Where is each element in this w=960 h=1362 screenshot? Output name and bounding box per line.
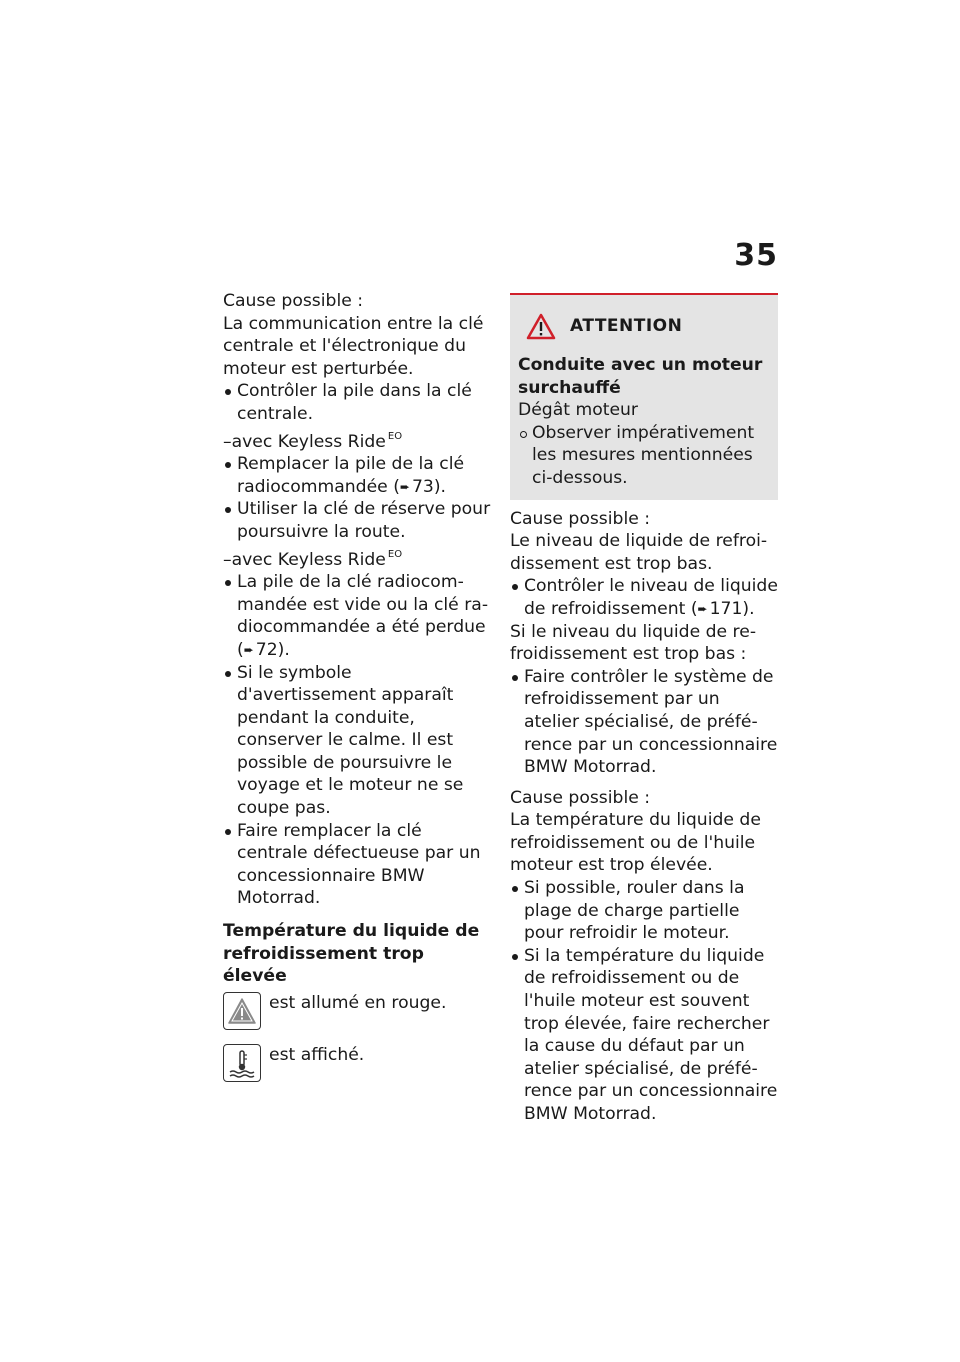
- warning-subtitle: Conduite avec un moteur surchauffé: [518, 355, 763, 398]
- page-number: 35: [734, 238, 778, 273]
- warning-triangle-icon: [223, 992, 261, 1030]
- list-item: Si la température du liquide de refroidissement ou de l'huile moteur est souvent trop élevée, faire rechercher la cause du défaut par un atelier spécialisé, de préférence par un concessionnaire BMW Motorrad.: [510, 945, 778, 1126]
- indicator-row: [223, 1044, 491, 1082]
- option-sup: EO: [387, 548, 403, 560]
- cause-text: Le niveau de liquide de refroidissement est trop bas.: [510, 531, 768, 574]
- list-item: Si possible, rouler dans la plage de charge partielle pour refroidir le moteur.: [510, 877, 778, 945]
- cause-label: Cause possible :: [510, 787, 651, 808]
- condition-label: –avec Keyless Ride: [223, 549, 386, 570]
- page-reference[interactable]: 72).: [255, 639, 290, 660]
- item-text: Remplacer la pile de la clé radiocommandée (: [237, 454, 465, 497]
- reference-arrow-icon: ➨: [243, 642, 254, 657]
- coolant-temperature-icon: [223, 1044, 261, 1082]
- list-item: [510, 575, 778, 620]
- condition-label: –avec Keyless Ride: [223, 431, 386, 452]
- page-reference[interactable]: 73).: [411, 476, 447, 497]
- right-column: [510, 293, 778, 1126]
- warning-box: [510, 293, 778, 500]
- indicator-row: [223, 992, 491, 1030]
- warning-bullet: Observer impérativement les mesures mentionnées ci-dessous.: [518, 422, 770, 490]
- warning-text: Dégât moteur: [518, 400, 638, 421]
- cause-label: Cause possible :: [510, 508, 651, 529]
- list-item: Si le symbole d'avertissement apparaît pendant la conduite, conserver le calme. Il est possible de poursuivre le voyage et le moteur ne se coupe pas.: [223, 662, 491, 820]
- condition-keyless: [223, 544, 491, 572]
- condition-text: Si le niveau du liquide de refroidissement est trop bas :: [510, 621, 757, 665]
- condition-keyless: [223, 426, 491, 454]
- cause-text: La communication entre la clé centrale et l'électronique du moteur est perturbée.: [223, 313, 484, 379]
- warning-header: [526, 313, 770, 340]
- item-text: Contrôler le niveau de liquide de refroidissement (: [524, 576, 778, 619]
- cause-label: Cause possible :: [223, 291, 364, 311]
- list-item: Utiliser la clé de réserve pour poursuivre la route.: [223, 498, 491, 543]
- list-item: Contrôler la pile dans la clé centrale.: [223, 380, 491, 425]
- list-item: [223, 571, 491, 661]
- warning-triangle-icon: [526, 313, 556, 340]
- option-sup: EO: [387, 430, 403, 442]
- left-column: [223, 290, 491, 1082]
- indicator-text: est allumé en rouge.: [269, 992, 447, 1013]
- item-text: La pile de la clé radiocommandée est vide ou la clé radiocommandée a été perdue (: [237, 572, 489, 660]
- page-reference[interactable]: 171).: [709, 598, 755, 619]
- list-item: Faire contrôler le système de refroidissement par un atelier spécialisé, de préférence par un concessionnaire BMW Motorrad.: [510, 666, 778, 779]
- list-item: [223, 453, 491, 498]
- indicator-text: est affiché.: [269, 1044, 365, 1065]
- reference-arrow-icon: ➨: [399, 479, 410, 494]
- reference-arrow-icon: ➨: [697, 601, 708, 616]
- section-title: Température du liquide de refroidissement trop élevée: [223, 921, 480, 987]
- warning-title: ATTENTION: [570, 316, 683, 337]
- cause-text: La température du liquide de refroidissement ou de l'huile moteur est trop élevée.: [510, 810, 761, 876]
- list-item: Faire remplacer la clé centrale défectueuse par un concessionnaire BMW Motorrad.: [223, 820, 491, 910]
